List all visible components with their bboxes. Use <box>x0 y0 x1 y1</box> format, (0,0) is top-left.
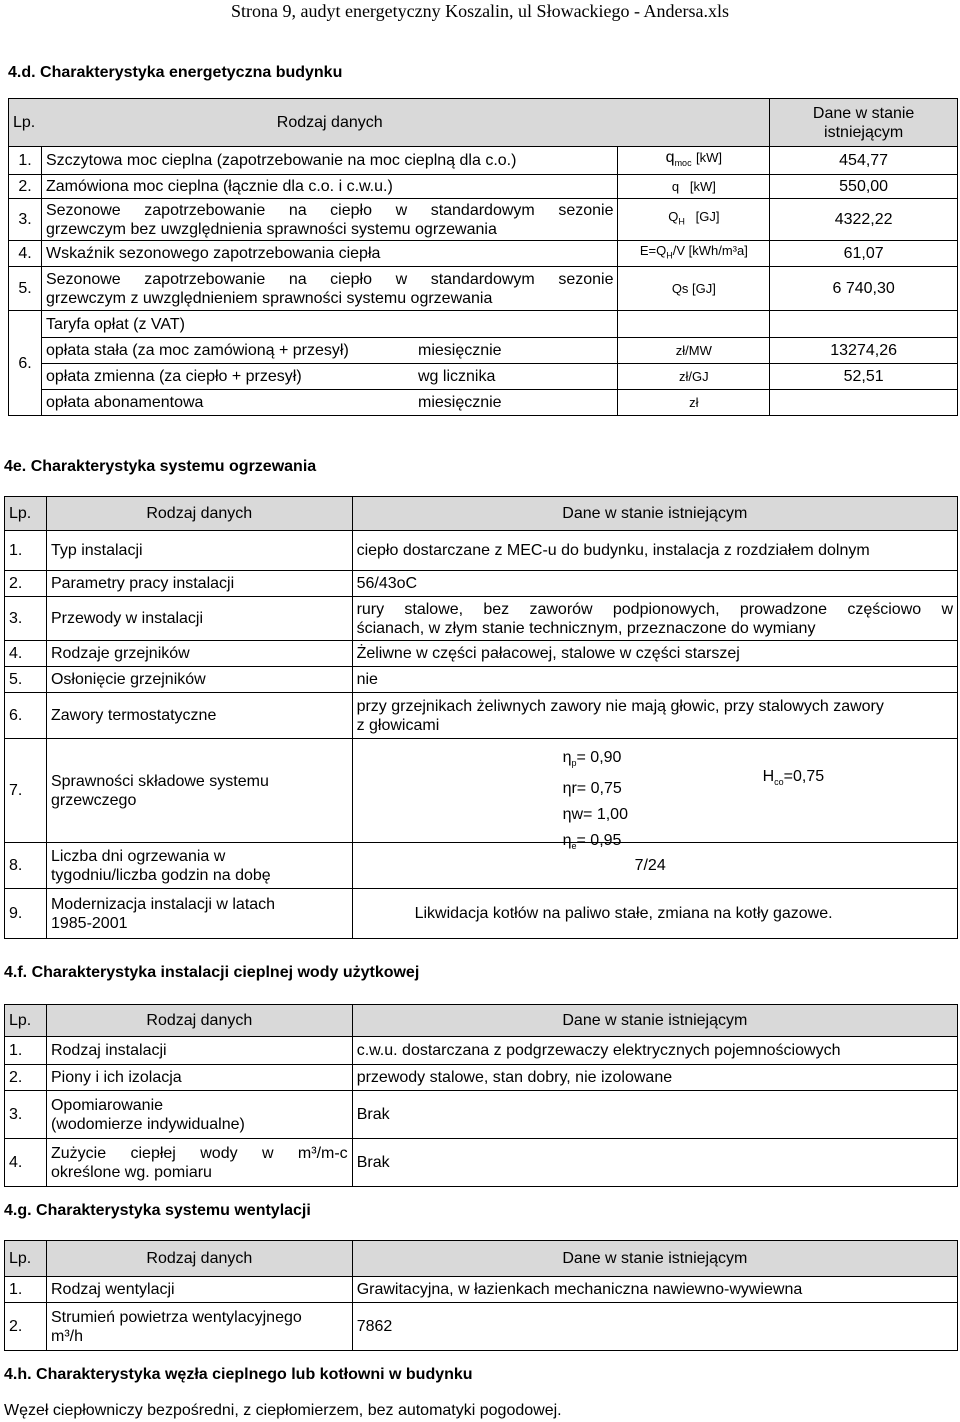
table-header: Lp. Rodzaj danych Dane w stanie istniejącym <box>5 497 958 531</box>
table-header: Lp. Rodzaj danych Dane w stanie istniejącym <box>5 1005 958 1037</box>
header-lp: Lp. <box>9 99 42 147</box>
tariff-row: opłata stała (za moc zamówioną + przesył) miesięcznie zł/MW 13274,26 <box>9 338 958 364</box>
section-4f-title: 4.f. Charakterystyka instalacji cieplnej wody użytkowej <box>4 964 420 981</box>
table-row: 1. Rodzaj instalacji c.w.u. dostarczana z podgrzewaczy elektrycznych pojemnościowych <box>5 1037 958 1065</box>
section-4e-title: 4e. Charakterystyka systemu ogrzewania <box>4 458 317 475</box>
table-row: 2. Zamówiona moc cieplna (łącznie dla c.o. i c.w.u.) q [kW] 550,00 <box>9 175 958 199</box>
ventilation-table <box>4 1240 958 1351</box>
table-row: 4. Zużycie ciepłej wody w m³/m-c określone wg. pomiaru Brak <box>5 1139 958 1187</box>
table-row: 3. Opomiarowanie (wodomierze indywidualne) Brak <box>5 1091 958 1139</box>
table-row: 2. Piony i ich izolacja przewody stalowe, stan dobry, nie izolowane <box>5 1065 958 1091</box>
table-row: 5. Sezonowe zapotrzebowanie na ciepło w standardowym sezonie grzewczym z uwzględnieniem sprawności systemu ogrzewania Qs [GJ] 6 740,30 <box>9 267 958 311</box>
table-row: 8. Liczba dni ogrzewania w tygodniu/liczba godzin na dobę 7/24 <box>5 843 958 889</box>
table-row: 2. Strumień powietrza wentylacyjnego m³/h 7862 <box>5 1303 958 1351</box>
table-row: 4. Rodzaje grzejników Żeliwne w części pałacowej, stalowe w części starszej <box>5 641 958 667</box>
tariff-title-row: 6. Taryfa opłat (z VAT) <box>9 311 958 338</box>
tariff-row: opłata abonamentowa miesięcznie zł <box>9 390 958 416</box>
header-dane: Dane w stanie istniejącym <box>770 99 958 147</box>
table-header: Lp. Rodzaj danych Dane w stanie istniejącym <box>5 1241 958 1277</box>
table-row: 3. Przewody w instalacji rury stalowe, bez zaworów podpionowych, prowadzone częściowo w ścianach, w złym stanie technicznym, przeznaczone do wymiany <box>5 597 958 641</box>
table-row: 9. Modernizacja instalacji w latach 1985-2001 Likwidacja kotłów na paliwo stałe, zmiana na kotły gazowe. <box>5 889 958 939</box>
heating-table <box>4 496 958 939</box>
table-row: 7. Sprawności składowe systemu grzewczego $\eta_p= 0,90$ ηr= 0,75 ηw= 1,00 $\eta_e= 0,95$ $H_{co}=0,75$ <box>5 739 958 843</box>
table-row: 4. Wskaźnik sezonowego zapotrzebowania ciepła $E=Q_H/V$ [kWh/m³a] 61,07 <box>9 241 958 267</box>
water-table <box>4 1004 958 1187</box>
section-4g-title: 4.g. Charakterystyka systemu wentylacji <box>4 1202 311 1219</box>
table-row: 3. Sezonowe zapotrzebowanie na ciepło w standardowym sezonie grzewczym bez uwzględnienia sprawności systemu ogrzewania $Q_H$ [GJ] 4322,22 <box>9 199 958 241</box>
table-header <box>9 99 958 147</box>
tariff-row: opłata zmienna (za ciepło + przesył) wg licznika zł/GJ 52,51 <box>9 364 958 390</box>
table-row: 2. Parametry pracy instalacji 56/43oC <box>5 571 958 597</box>
section-4h-title: 4.h. Charakterystyka węzła cieplnego lub kotłowni w budynku <box>4 1366 473 1383</box>
section-4d-title: 4.d. Charakterystyka energetyczna budynku <box>8 64 343 81</box>
table-row: 1. Szczytowa moc cieplna (zapotrzebowanie na moc cieplną dla c.o.) $q_{moc}$ [kW] 454,77 <box>9 147 958 175</box>
table-row: 5. Osłonięcie grzejników nie <box>5 667 958 693</box>
efficiency-cell: $\eta_p= 0,90$ ηr= 0,75 ηw= 1,00 $\eta_e= 0,95$ $H_{co}=0,75$ <box>352 739 957 843</box>
table-row: 1. Typ instalacji ciepło dostarczane z MEC-u do budynku, instalacja z rozdziałem dolnym <box>5 531 958 571</box>
page-header: Strona 9, audyt energetyczny Koszalin, ul Słowackiego - Andersa.xls <box>230 1 730 21</box>
table-row: 1. Rodzaj wentylacji Grawitacyjna, w łazienkach mechaniczna nawiewno-wywiewna <box>5 1277 958 1303</box>
header-rodzaj: Rodzaj danych <box>41 99 617 147</box>
section-4h-text: Węzeł ciepłowniczy bezpośredni, z ciepłomierzem, bez automatyki pogodowej. <box>4 1402 562 1419</box>
table-row: 6. Zawory termostatyczne przy grzejnikach żeliwnych zawory nie mają głowic, przy stalowych zawory z głowicami <box>5 693 958 739</box>
energy-table <box>8 98 958 416</box>
